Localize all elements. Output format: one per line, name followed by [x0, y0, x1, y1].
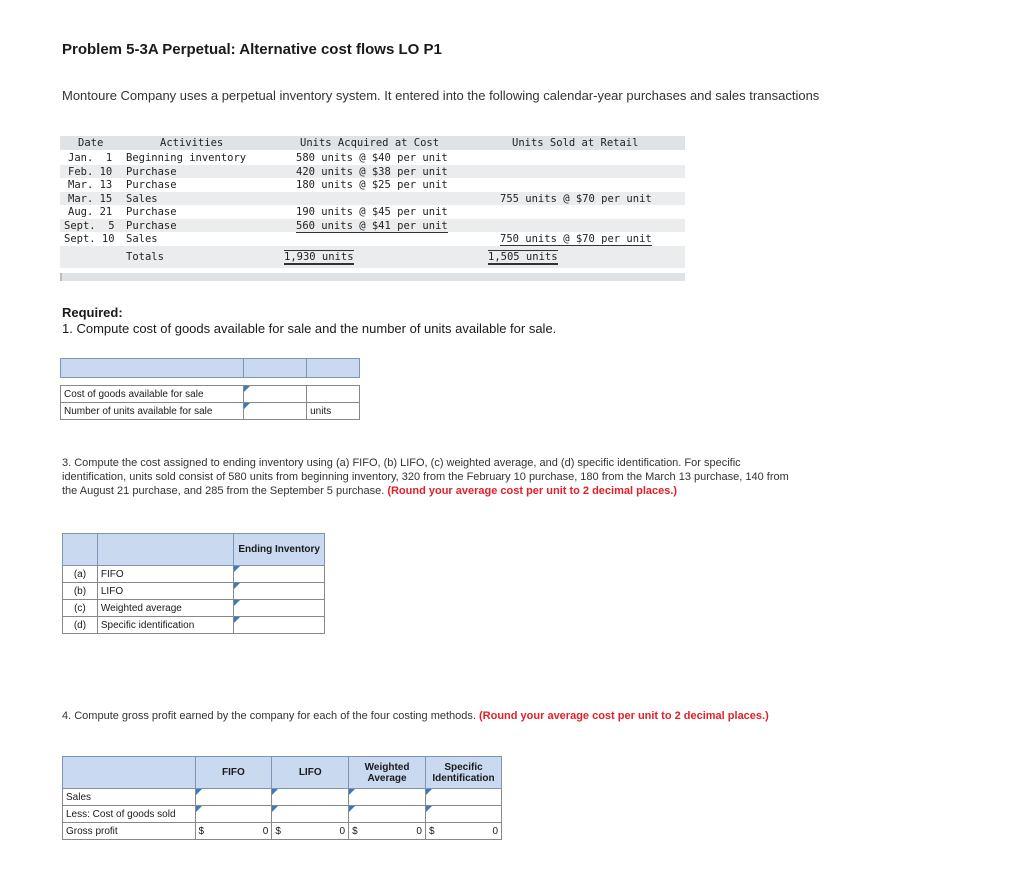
q4-header-lifo: LIFO [272, 757, 349, 789]
cogs-fifo-input[interactable] [195, 806, 272, 823]
row-activity: Purchase [126, 165, 177, 178]
row-activity: Sales [126, 233, 158, 245]
transaction-row [60, 192, 685, 206]
q3-method-weighted-average: Weighted average [97, 600, 233, 617]
q1-units-label: Number of units available for sale [61, 403, 244, 420]
transactions-table [60, 136, 685, 281]
cogs-available-extra[interactable] [307, 386, 360, 403]
required-heading: Required: [62, 305, 123, 320]
q4-header-fifo: FIFO [195, 757, 272, 789]
row-date: Mar. 13 [68, 179, 113, 191]
question-1: 1. Compute cost of goods available for sale and the number of units available for sale. [62, 321, 557, 336]
q3-header-blank [97, 534, 233, 566]
totals-acquired: 1,930 units [284, 251, 354, 263]
q3-method-specific-identification: Specific identification [97, 617, 233, 634]
cogs-weighted-average-input[interactable] [349, 806, 426, 823]
gross-profit-value: 0 [492, 825, 498, 837]
table-scrollbar[interactable] [60, 273, 685, 281]
cogs-lifo-input[interactable] [272, 806, 349, 823]
question-4 [62, 709, 792, 723]
q1-spacer [61, 378, 360, 386]
q3-text: 3. Compute the cost assigned to ending inventory using (a) FIFO, (b) LIFO, (c) weighted average, and (d) specific identification. For specific identification, units sold consist of 580 units from beginning inventory, 320 from the February 10 purchase, 180 from the March 13 purchase, 140 from the August 21 purchase, and 285 from the September 5 purchase. [62, 457, 789, 497]
transaction-row [60, 165, 685, 179]
row-date: Feb. 10 [68, 165, 113, 178]
row-activity: Sales [126, 192, 158, 205]
transaction-row [60, 151, 685, 165]
transaction-row [60, 232, 685, 246]
gross-profit-value: 0 [262, 825, 269, 837]
q1-header-cell [61, 359, 244, 378]
problem-intro: Montoure Company uses a perpetual inventory system. It entered into the following calendar-year purchases and sales transactions [62, 88, 820, 103]
currency-sign: $ [275, 825, 281, 837]
row-activity: Purchase [126, 219, 177, 232]
currency-sign: $ [428, 825, 435, 837]
currency-sign: $ [352, 825, 358, 837]
q3-table [62, 533, 325, 634]
totals-label: Totals [126, 251, 164, 263]
gross-profit-lifo [272, 823, 349, 840]
cogs-specific-id-input[interactable] [425, 806, 501, 823]
transactions-header-row [60, 136, 685, 150]
row-date: Sept. 5 [64, 219, 115, 232]
row-activity: Purchase [126, 206, 177, 218]
row-date: Mar. 15 [68, 192, 113, 205]
ending-inventory-lifo-input[interactable] [234, 583, 325, 600]
q4-cogs-label: Less: Cost of goods sold [63, 806, 196, 823]
totals-sold: 1,505 units [488, 251, 558, 263]
row-sold: 755 units @ $70 per unit [500, 192, 652, 205]
cogs-available-input[interactable] [244, 386, 307, 403]
q3-method-lifo: LIFO [97, 583, 233, 600]
q4-header-blank [63, 757, 196, 789]
gross-profit-value: 0 [339, 825, 346, 837]
col-sold-header: Units Sold at Retail [512, 137, 639, 149]
row-acquired: 560 units @ $41 per unit [296, 219, 448, 232]
transaction-row [60, 205, 685, 219]
q1-header-cell [307, 359, 360, 378]
sales-specific-id-input[interactable] [425, 789, 501, 806]
ending-inventory-weighted-average-input[interactable] [234, 600, 325, 617]
q3-rounding-note: (Round your average cost per unit to 2 decimal places.) [387, 485, 678, 497]
row-acquired: 180 units @ $25 per unit [296, 179, 448, 191]
transaction-row [60, 219, 685, 233]
q3-ending-inventory-header: Ending Inventory [234, 534, 325, 566]
sales-fifo-input[interactable] [195, 789, 272, 806]
gross-profit-value: 0 [416, 825, 422, 837]
ending-inventory-fifo-input[interactable] [234, 566, 325, 583]
ending-inventory-specific-id-input[interactable] [234, 617, 325, 634]
q3-method-fifo: FIFO [97, 566, 233, 583]
row-acquired: 190 units @ $45 per unit [296, 206, 448, 218]
currency-sign: $ [198, 825, 205, 837]
gross-profit-fifo [195, 823, 272, 840]
sales-lifo-input[interactable] [272, 789, 349, 806]
q3-letter: (a) [63, 566, 98, 583]
row-activity: Beginning inventory [126, 152, 247, 164]
q1-table [60, 358, 360, 420]
q4-sales-label: Sales [63, 789, 196, 806]
q4-table [62, 756, 502, 840]
units-suffix: units [307, 403, 360, 420]
col-acquired-header: Units Acquired at Cost [300, 137, 440, 149]
row-acquired: 580 units @ $40 per unit [296, 152, 448, 164]
totals-row [60, 246, 685, 268]
row-acquired: 420 units @ $38 per unit [296, 165, 448, 178]
q1-cogs-label: Cost of goods available for sale [61, 386, 244, 403]
q4-gross-profit-label: Gross profit [63, 823, 196, 840]
q3-header-blank [63, 534, 98, 566]
row-activity: Purchase [126, 179, 177, 191]
q4-rounding-note: (Round your average cost per unit to 2 decimal places.) [479, 710, 769, 722]
row-date: Sept. 10 [64, 233, 115, 245]
problem-title: Problem 5-3A Perpetual: Alternative cost flows LO P1 [62, 41, 442, 58]
units-available-input[interactable] [244, 403, 307, 420]
gross-profit-weighted-average [349, 823, 426, 840]
question-3 [62, 456, 792, 498]
q3-letter: (b) [63, 583, 98, 600]
q3-letter: (c) [63, 600, 98, 617]
q4-header-weighted-average: Weighted Average [349, 757, 426, 789]
q1-header-cell [244, 359, 307, 378]
gross-profit-specific-id [425, 823, 501, 840]
transaction-row [60, 178, 685, 192]
q4-header-specific-identification: Specific Identification [425, 757, 501, 789]
row-date: Jan. 1 [68, 152, 113, 164]
col-activities-header: Activities [160, 137, 224, 149]
col-date-header: Date [78, 137, 104, 149]
sales-weighted-average-input[interactable] [349, 789, 426, 806]
row-date: Aug. 21 [68, 206, 113, 218]
q3-letter: (d) [63, 617, 98, 634]
row-sold: 750 units @ $70 per unit [500, 233, 652, 245]
q4-text: 4. Compute gross profit earned by the company for each of the four costing methods. [62, 710, 480, 722]
